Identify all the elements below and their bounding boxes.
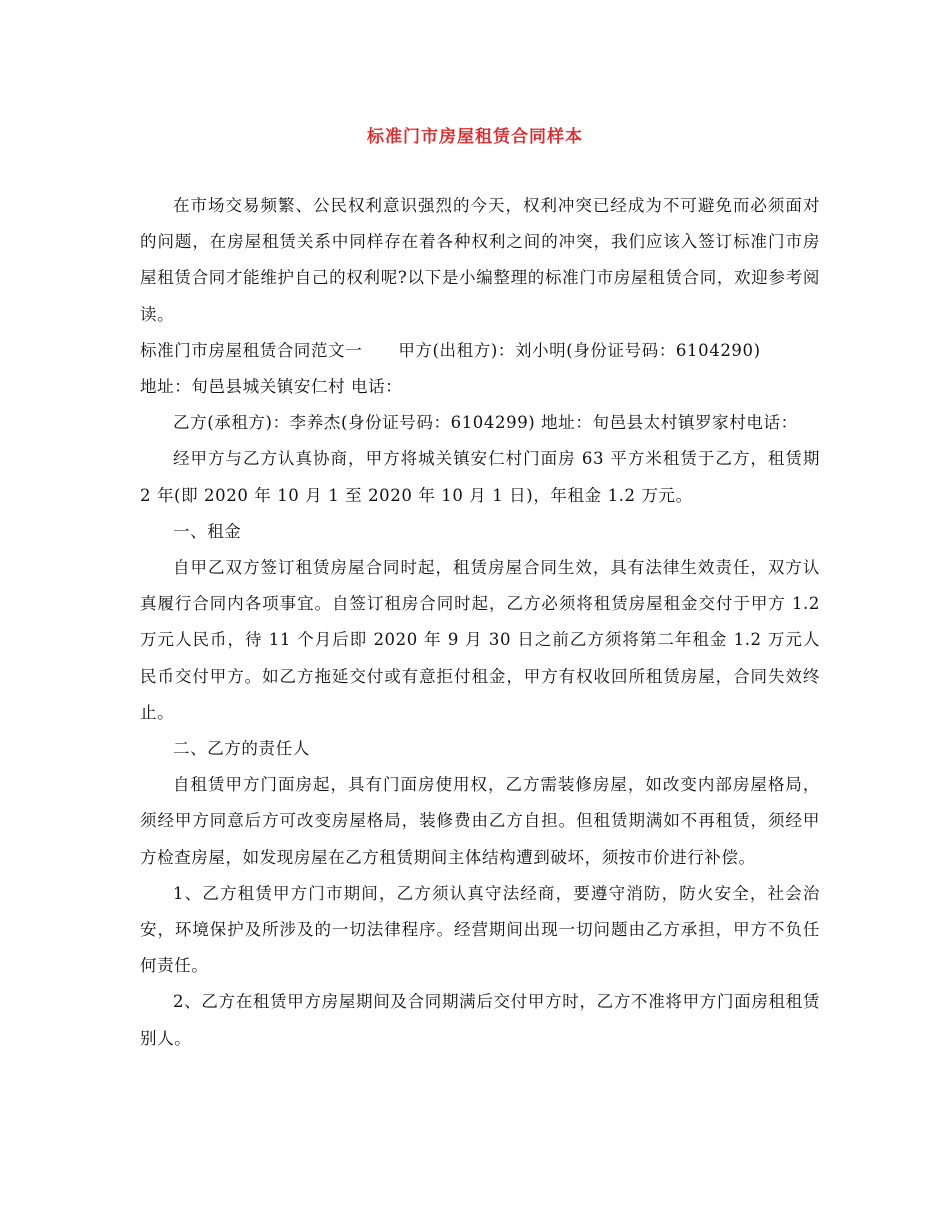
document-title: 标准门市房屋租赁合同样本 xyxy=(367,127,583,147)
document-body xyxy=(140,188,820,1057)
lease-terms-paragraph: 经甲方与乙方认真协商，甲方将城关镇安仁村门面房 63 平方米租赁于乙方，租赁期 2 年(即 2020 年 10 月 1 至 2020 年 10 月 1 日)，年租金 1.2 万元。 xyxy=(140,449,820,505)
section-heading-rent: 一、租金 xyxy=(173,521,242,541)
party-b-info: 乙方(承租方)：李养杰(身份证号码：6104299) 地址：旬邑县太村镇罗家村电话： xyxy=(173,413,798,433)
party-b-responsibility-paragraph: 自租赁甲方门面房起，具有门面房使用权，乙方需装修房屋，如改变内部房屋格局，须经甲方同意后方可改变房屋格局，装修费由乙方自担。但租赁期满如不再租赁，须经甲方检查房屋，如发现房屋在乙方租赁期间主体结构遭到破坏，须按市价进行补偿。 xyxy=(140,775,820,867)
rent-paragraph: 自甲乙双方签订租赁房屋合同时起，租赁房屋合同生效，具有法律生效责任，双方认真履行合同内各项事宜。自签订租房合同时起，乙方必须将租赁房屋租金交付于甲方 1.2 万元人民币，待 11 个月后即 2020 年 9 月 30 日之前乙方须将第二年租金 1.2 万元人民币交付甲方。如乙方拖延交付或有意拒付租金，甲方有权收回所租赁房屋，合同失效终止。 xyxy=(140,558,820,722)
clause-2-paragraph: 2、乙方在租赁甲方房屋期间及合同期满后交付甲方时，乙方不准将甲方门面房租租赁别人。 xyxy=(140,992,820,1048)
section-heading-party-b: 二、乙方的责任人 xyxy=(173,739,310,759)
clause-1-paragraph: 1、乙方租赁甲方门市期间，乙方须认真守法经商，要遵守消防，防火安全，社会治安，环境保护及所涉及的一切法律程序。经营期间出现一切问题由乙方承担，甲方不负任何责任。 xyxy=(140,883,820,976)
contract-sample-title: 标准门市房屋租赁合同范文一 xyxy=(140,340,363,360)
party-a-address: 地址：旬邑县城关镇安仁村 电话： xyxy=(140,377,403,397)
party-a-info: 甲方(出租方)：刘小明(身份证号码：6104290) xyxy=(398,340,761,360)
intro-paragraph: 在市场交易频繁、公民权利意识强烈的今天，权利冲突已经成为不可避免而必须面对的问题，在房屋租赁关系中同样存在着各种权利之间的冲突，我们应该入签订标准门市房屋租赁合同才能维护自己的权利呢?以下是小编整理的标准门市房屋租赁合同，欢迎参考阅读。 xyxy=(140,196,820,324)
contract-heading-line xyxy=(140,333,820,369)
